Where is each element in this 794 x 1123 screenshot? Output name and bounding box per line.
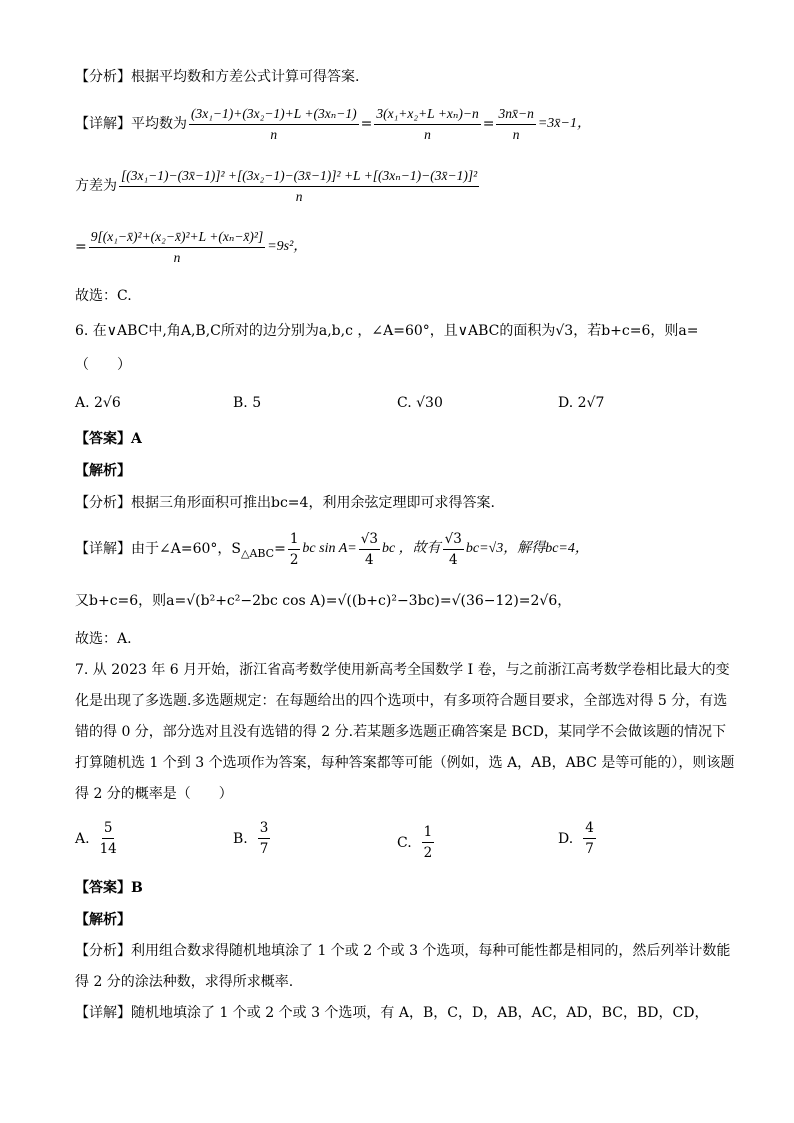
question-7-line-4: 打算随机选 1 个到 3 个选项作为答案，每种答案都等可能（例如，选 A，AB，ABC 是等可能的），则该题 — [75, 755, 735, 771]
q7-detail: 【详解】随机地填涂了 1 个或 2 个或 3 个选项，有 A，B，C，D，AB，AC，AD，BC，BD，CD， — [75, 1005, 709, 1021]
analysis-line-5: 【分析】根据平均数和方差公式计算可得答案. — [75, 69, 360, 85]
mean-fraction-2: $\frac{\text{3(x₁+x₂+L +xₙ)−n}}{n}$ — [376, 105, 479, 142]
q7-jiexi: 【解析】 — [75, 912, 131, 928]
question-7-line-3: 错的得 0 分，部分选对且没有选错的得 2 分.若某题多选题正确答案是 BCD，某同学不会做该题的情况下 — [75, 724, 726, 740]
question-7-line-1: 7. 从 2023 年 6 月开始，浙江省高考数学使用新高考全国数学 I 卷，与之前浙江高考数学卷相比最大的变 — [75, 662, 730, 678]
sqrt3-over-4-fraction-b: $\frac{√3}{4}$ — [444, 530, 462, 568]
q7-option-b: B. $\frac{3}{7}$ — [233, 820, 269, 857]
detail-mean-line: 【详解】平均数为 $\frac{\text{(3x₁−1)+(3x₂−1)+L +(3xₙ−1)}}{n}$ = $\frac{\text{3(x₁+x₂+L +xₙ)−n}}{n}$ = $\frac{3nx̄-n}{n}$ =3x̄−1， — [75, 105, 591, 142]
variance-fraction: [(3x₁−1)−(3x̄−1)]² +[(3x₂−1)−(3x̄−1)]² +L +[(3xₙ−1)−(3x̄−1)]² n — [121, 167, 478, 204]
q6-option-d: D. 2√7 — [558, 395, 605, 411]
detail-variance-line — [75, 162, 481, 210]
q6-detail-1: 【详解】由于∠A=60°，S △ABC = $\frac{1}{2}$ bc sin A= $\frac{√3}{4}$ bc ，故有 $\frac{√3}{4}$ bc=√3，解得bc=4， — [75, 530, 589, 568]
q6-option-b: B. 5 — [233, 395, 262, 411]
q6-jiexi: 【解析】 — [75, 463, 131, 479]
sqrt3-over-4-fraction-a: $\frac{√3}{4}$ — [360, 530, 378, 568]
q7-option-d: D. $\frac{4}{7}$ — [558, 820, 594, 857]
mean-fraction-3: $\frac{3nx̄-n}{n}$ — [498, 105, 534, 142]
variance-prefix: 方差为 — [75, 178, 117, 194]
question-6-text: 6. 在∨ABC中,角A,B,C所对的边分别为a,b,c ，∠A=60°，且∨ABC的面积为√3，若b+c=6，则a= — [75, 323, 699, 339]
q7-analysis-2: 得 2 分的涂法种数，求得所求概率. — [75, 974, 294, 990]
q7-answer: 【答案】B — [75, 880, 143, 896]
q7-option-c: C. $\frac{1}{2}$ — [397, 824, 433, 861]
question-7-line-5: 得 2 分的概率是（ ） — [75, 786, 233, 802]
detail-mean-prefix: 【详解】平均数为 — [75, 116, 187, 132]
mean-result: =3x̄−1， — [537, 116, 591, 131]
answer-choice-5: 故选：C. — [75, 288, 132, 304]
q6-end: 故选：A. — [75, 631, 132, 647]
question-6-paren: （ ） — [75, 357, 131, 373]
variance-result: =9s²， — [267, 239, 308, 254]
q7-option-a: A. $\frac{5}{14}$ — [75, 820, 117, 857]
q6-option-c: C. √30 — [397, 395, 443, 411]
question-7-line-2: 化是出现了多选题.多选题规定：在每题给出的四个选项中，有多项符合题目要求，全部选对得 5 分，有选 — [75, 693, 728, 709]
q6-detail-2: 又b+c=6，则a=√(b²+c²−2bc cos A)=√((b+c)²−3bc)=√(36−12)=2√6， — [75, 593, 572, 609]
detail-variance-simplified: = $\frac{\text{9[(x₁−x̄)²+(x₂−x̄)²+L +(xₙ−x̄)²]}}{n}$ =9s²， — [75, 228, 308, 265]
variance-fraction-simplified: $\frac{\text{9[(x₁−x̄)²+(x₂−x̄)²+L +(xₙ−x̄)²]}}{n}$ — [90, 228, 264, 265]
q6-option-a: A. 2√6 — [75, 395, 121, 411]
q6-answer: 【答案】A — [75, 431, 142, 447]
q6-analysis: 【分析】根据三角形面积可推出bc=4，利用余弦定理即可求得答案. — [75, 495, 495, 511]
half-fraction: $\frac{1}{2}$ — [289, 530, 299, 568]
mean-fraction-1: $\frac{\text{(3x₁−1)+(3x₂−1)+L +(3xₙ−1)}}{n}$ — [191, 105, 357, 142]
q7-analysis-1: 【分析】利用组合数求得随机地填涂了 1 个或 2 个或 3 个选项，每种可能性都是相同的，然后列举计数能 — [75, 943, 731, 959]
